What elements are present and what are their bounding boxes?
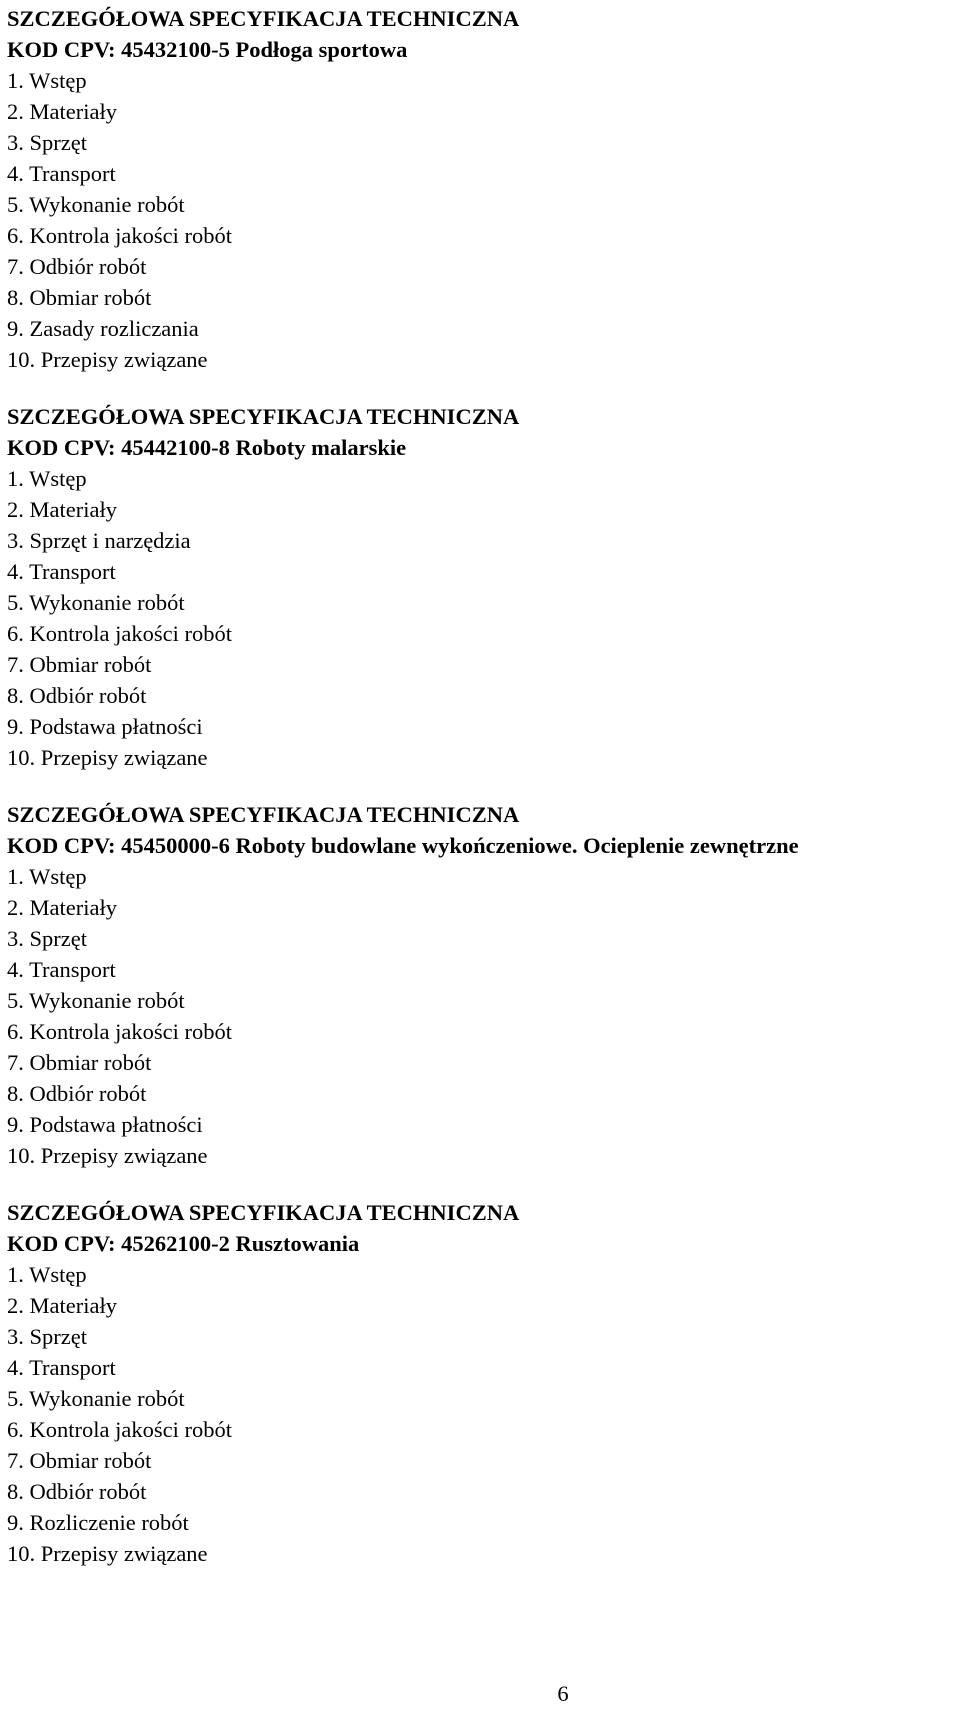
spec-section-floor	[7, 3, 957, 375]
spec-item: 2. Materiały	[7, 497, 117, 522]
spec-item: 7. Obmiar robót	[7, 1448, 152, 1473]
spec-item: 9. Podstawa płatności	[7, 1112, 203, 1137]
spec-item: 7. Obmiar robót	[7, 1050, 152, 1075]
spec-item: 5. Wykonanie robót	[7, 1386, 185, 1411]
spec-item: 5. Wykonanie robót	[7, 988, 185, 1013]
spec-section-painting	[7, 401, 957, 773]
spec-item: 10. Przepisy związane	[7, 745, 208, 770]
spec-item: 6. Kontrola jakości robót	[7, 223, 232, 248]
spec-section-scaffolding	[7, 1197, 957, 1569]
spec-item: 8. Odbiór robót	[7, 1081, 147, 1106]
spec-item: 8. Odbiór robót	[7, 1479, 147, 1504]
spec-item: 1. Wstęp	[7, 864, 87, 889]
spec-item: 6. Kontrola jakości robót	[7, 1417, 232, 1442]
spec-cpv-code: KOD CPV: 45262100-2 Rusztowania	[7, 1231, 360, 1256]
spec-item: 8. Odbiór robót	[7, 683, 147, 708]
spec-item: 9. Zasady rozliczania	[7, 316, 199, 341]
spec-item: 3. Sprzęt	[7, 926, 87, 951]
spec-item: 9. Rozliczenie robót	[7, 1510, 189, 1535]
spec-item: 1. Wstęp	[7, 466, 87, 491]
spec-item: 4. Transport	[7, 559, 116, 584]
spec-item: 5. Wykonanie robót	[7, 590, 185, 615]
spec-cpv-code: KOD CPV: 45450000-6 Roboty budowlane wykończeniowe. Ocieplenie zewnętrzne	[7, 833, 799, 858]
spec-item: 1. Wstęp	[7, 68, 87, 93]
spec-title: SZCZEGÓŁOWA SPECYFIKACJA TECHNICZNA	[7, 404, 520, 429]
spec-item: 6. Kontrola jakości robót	[7, 621, 232, 646]
spec-item: 6. Kontrola jakości robót	[7, 1019, 232, 1044]
spec-item: 7. Odbiór robót	[7, 254, 147, 279]
spec-item: 4. Transport	[7, 957, 116, 982]
spec-section-finishing	[7, 799, 957, 1171]
spec-item: 2. Materiały	[7, 895, 117, 920]
spec-title: SZCZEGÓŁOWA SPECYFIKACJA TECHNICZNA	[7, 1200, 520, 1225]
spec-title: SZCZEGÓŁOWA SPECYFIKACJA TECHNICZNA	[7, 6, 520, 31]
spec-item: 4. Transport	[7, 1355, 116, 1380]
spec-cpv-code: KOD CPV: 45442100-8 Roboty malarskie	[7, 435, 407, 460]
document-page	[7, 3, 957, 1595]
spec-cpv-code: KOD CPV: 45432100-5 Podłoga sportowa	[7, 37, 408, 62]
spec-item: 9. Podstawa płatności	[7, 714, 203, 739]
spec-item: 2. Materiały	[7, 1293, 117, 1318]
spec-item: 3. Sprzęt	[7, 1324, 87, 1349]
spec-item: 7. Obmiar robót	[7, 652, 152, 677]
page-number: 6	[557, 1681, 569, 1706]
spec-item: 10. Przepisy związane	[7, 1541, 208, 1566]
spec-item: 8. Obmiar robót	[7, 285, 152, 310]
spec-item: 4. Transport	[7, 161, 116, 186]
spec-item: 2. Materiały	[7, 99, 117, 124]
spec-item: 5. Wykonanie robót	[7, 192, 185, 217]
spec-item: 1. Wstęp	[7, 1262, 87, 1287]
spec-title: SZCZEGÓŁOWA SPECYFIKACJA TECHNICZNA	[7, 802, 520, 827]
spec-item: 3. Sprzęt i narzędzia	[7, 528, 191, 553]
spec-item: 10. Przepisy związane	[7, 347, 208, 372]
spec-item: 3. Sprzęt	[7, 130, 87, 155]
spec-item: 10. Przepisy związane	[7, 1143, 208, 1168]
